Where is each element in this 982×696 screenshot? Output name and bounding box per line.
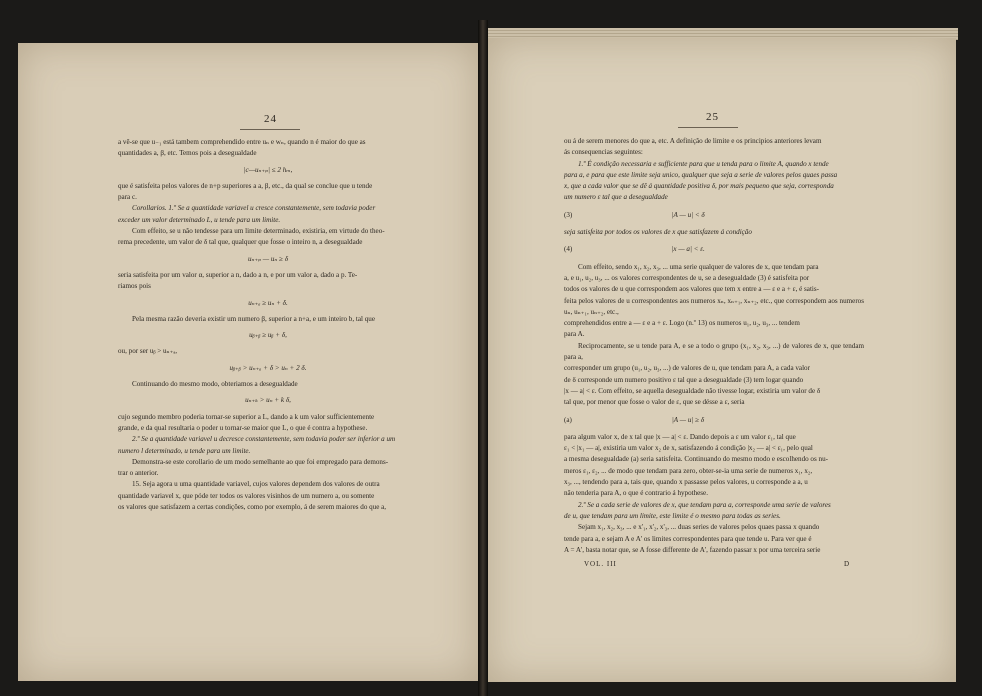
text-line: a mesma desegualdade (a) seria satisfeita. Continuando do mesmo modo e escolhendo os nu- [564, 455, 828, 464]
text-line: Sejam x₁, x₂, x₃, ... e x'₁, x'₂, x'₃, ... duas series de valores pelos quaes passa x quando [578, 523, 820, 532]
equation: |x — a| < ε. [671, 245, 705, 254]
text-line: de δ corresponde um numero positivo ε tal que a desegualdade (3) tem logar quando [564, 375, 804, 384]
equation: |c—uₙ₊ₚ| ≤ 2 hₘ, [243, 165, 293, 174]
text-line: corresponder um grupo (u₁, u₂, u₃, ...) de valores de u, que tendam para A, a cada valor [564, 364, 810, 373]
text-line: Com effeito, sendo x₁, x₂, x₃, ... uma serie qualquer de valores de x, que tendam para [578, 262, 819, 271]
text-line: cujo segundo membro poderia tornar-se superior a L, dando a k um valor sufficientemente [118, 412, 375, 421]
text-line: seria satisfeita por um valor α, superior a n, dado a n, e por um valor a, dado a p. Te- [118, 270, 358, 279]
text-line: rema precedente, um valor de δ tal que, qualquer que fosse o inteiro n, a desegualdade [118, 238, 363, 247]
text-line: Com effeito, se u não tendesse para um limite determinado, existiria, em virtude do theo- [132, 227, 385, 236]
text-line: Corollarios. 1.º Se a quantidade variavel u cresce constantemente, sem todavia poder [132, 204, 376, 213]
text-line: quantidades a, β, etc. Temos pois a desegualdade [118, 149, 257, 158]
text-line: ou, por ser uᵦ > uₙ₊ₐ, [118, 347, 178, 356]
equation-number: (a) [564, 415, 572, 424]
text-line: ás consequencias seguintes: [564, 148, 643, 157]
signature-mark-left: VOL. III [584, 560, 617, 568]
text-line: exceder um valor determinado L, u tende para um limite. [118, 215, 281, 224]
equation-number: (4) [564, 245, 573, 254]
text-line: tende para a, e sejam A e A' os limites correspondentes para que tende u. Para ver que é [564, 534, 812, 543]
left-page-number: 24 [264, 113, 277, 125]
equation: uᵦ₊ᵦ ≥ uᵦ + δ, [249, 331, 287, 340]
text-line: todos os valores de u que correspondem aos valores que tem x entre a — ε e a + ε, é satis- [564, 285, 820, 294]
text-line: 2.º Se a quantidade variavel u decresce constantemente, sem todavia poder ser inferior a um [132, 435, 396, 444]
text-line: |x — a| < ε. Com effeito, se aquella desegualdade não tivesse logar, existiria um valor de δ [564, 386, 821, 395]
text-line: quantidade variavel x, que póde ter todos os valores visinhos de um numero a, ou somente [118, 491, 375, 500]
text-line: x, que a cada valor que se dê á quantidade positiva δ, por mais pequeno que seja, corresponda [564, 182, 834, 191]
text-line: A = A', basta notar que, se A fosse differente de A', fazendo passar x por uma terceira serie [564, 545, 821, 554]
text-line: 15. Seja agora u uma quantidade variavel, cujos valores dependem dos valores de outra [132, 480, 380, 489]
right-page [488, 38, 956, 682]
text-line: Reciprocamente, se u tende para A, e se a todo o grupo (x₁, x₂, x₃, ...) de valores de x, que tendam para a, [564, 341, 864, 362]
equation-number: (3) [564, 210, 573, 219]
text-line: a vê-se que u₋₁ está tambem comprehendido entre uₙ e wₙ, quando n é maior do que as [118, 138, 366, 146]
text-line: Pela mesma razão deveria existir um numero β, superior a n+a, e um inteiro b, tal que [132, 314, 376, 323]
text-line: meros ε₁, ε₂, ... de modo que tendam para zero, obter-se-ia uma serie de numeros x₁, x₂, [564, 466, 813, 475]
numbered-equation [564, 210, 864, 221]
text-line: feita pelos valores de u correspondentes aos numeros xₙ, xₙ₊₁, xₙ₊₂, etc., que correspondem aos numeros uₙ, uₙ₊₁, uₙ₊₂, etc., [564, 296, 864, 316]
text-line: x₃, ..., tendendo para a, tais que, quando x passasse pelos valores, u corresponde a a, u [564, 478, 808, 487]
text-line: riamos pois [118, 282, 151, 291]
numbered-equation [564, 415, 864, 426]
equation: uₙ₊ₐ ≥ uₙ + δ. [248, 298, 288, 307]
right-header-rule [678, 127, 738, 128]
text-line: comprehendidos entre a — ε e a + ε. Logo (n.º 13) os numeros u₁, u₂, u₃, ... tendem [564, 319, 800, 328]
equation-spacer [804, 415, 864, 426]
text-line: 2.º Se a cada serie de valores de x, que tendam para a, corresponde uma serie de valores [578, 500, 831, 509]
text-line: os valores que satisfazem a certas condições, como por exemplo, á de serem maiores do que a, [118, 503, 387, 512]
text-line: de u, que tendam para um limite, este limite é o mesmo para todas as series. [564, 511, 781, 520]
text-line: grande, e da qual resultaria o poder u tornar-se maior que L, o que é contra a hypothese. [118, 423, 368, 432]
text-line: para c. [118, 193, 137, 202]
text-line: a, e u₁, u₂, u₃, ... os valores correspondentes de u, se a desegualdade (3) é satisfeita por [564, 273, 810, 282]
text-line: Demonstra-se este corollario de um modo semelhante ao que foi empregado para demons- [132, 457, 389, 466]
text-line: 1.º É condição necessaria e sufficiente para que u tenda para o limite A, quando x tende [578, 159, 829, 168]
text-line: não tenderia para A, o que é contrario á hypothese. [564, 489, 708, 498]
right-page-number: 25 [706, 111, 719, 123]
equation-spacer [804, 244, 864, 255]
text-line: para algum valor x, de x tal que |x — a| < ε. Dando depois a ε um valor ε₁, tal que [564, 432, 796, 441]
numbered-equation [564, 244, 864, 255]
equation: |A — u| ≥ δ [671, 415, 705, 424]
equation: uᵦ₊ᵦ > uₙ₊ₐ + δ > uₙ + 2 δ. [229, 363, 307, 372]
text-line: para A. [564, 330, 585, 339]
equation-spacer [804, 210, 864, 221]
left-page [18, 43, 478, 681]
text-line: numero l determinado, u tende para um limite. [118, 446, 251, 455]
text-line: ε₁ < |x₁ — a|, existiria um valor x₂ de x, satisfazendo á condição |x₂ — a| < ε₁, pelo qual [564, 444, 813, 453]
text-line: seja satisfeita por todos os valores de x que satisfazem á condição [564, 228, 752, 237]
text-line: Continuando do mesmo modo, obteriamos a desegualdade [132, 380, 298, 389]
text-line: tal que, por menor que fosse o valor de ε, que se désse a ε, seria [564, 398, 745, 407]
text-line: trar o anterior. [118, 469, 159, 478]
text-line: para a, e para que este limite seja unico, qualquer que seja a serie de valores pelos quaes passa [564, 170, 838, 179]
text-line: um numero ε tal que a desegualdade [564, 193, 668, 202]
book-gutter [478, 20, 488, 696]
equation: |A — u| < δ [671, 210, 705, 219]
signature-mark-right: D [844, 560, 851, 568]
right-page-body [564, 136, 864, 556]
text-line: ou á de serem menores do que a, etc. A definição de limite e os principios anteriores levam [564, 137, 822, 145]
equation: uₙ₊ₖ > uₙ + k δ, [245, 396, 291, 405]
left-header-rule [240, 129, 300, 130]
equation: uₙ₊ₚ — uₙ ≥ δ [247, 254, 289, 263]
text-line: que é satisfeita pelos valores de n+p superiores a a, β, etc., da qual se conclue que u tende [118, 181, 373, 190]
left-page-body [118, 137, 418, 513]
